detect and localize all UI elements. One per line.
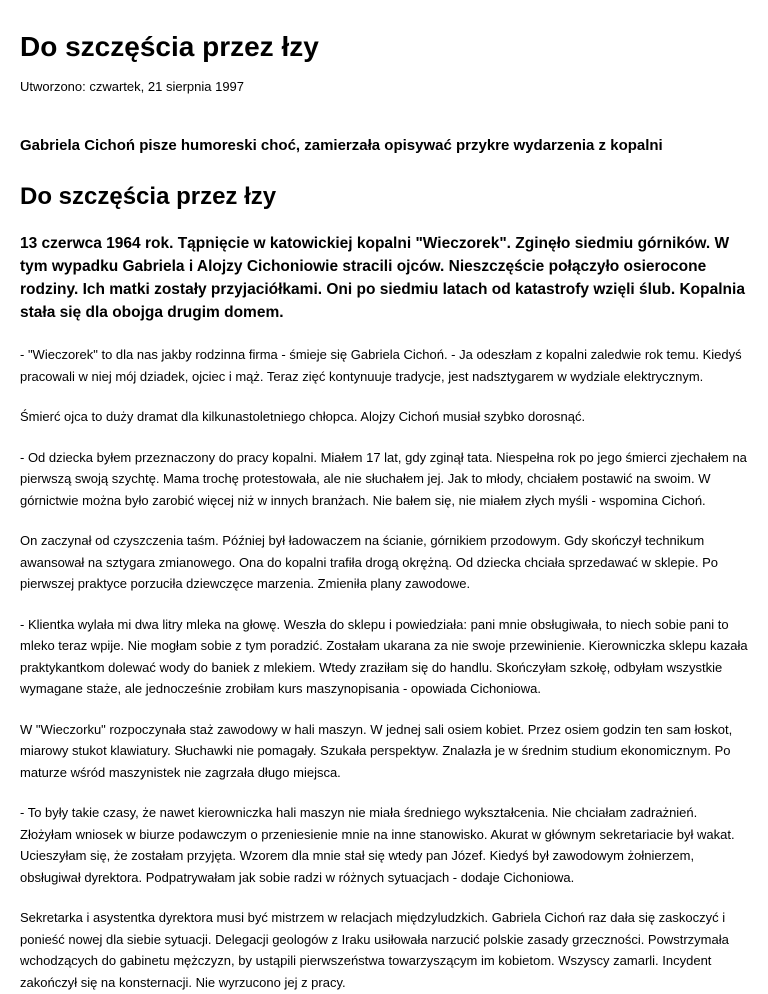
article-body [20, 344, 748, 993]
article-paragraph: - Od dziecka byłem przeznaczony do pracy kopalni. Miałem 17 lat, gdy zginął tata. Niespełna rok po jego śmierci zjechałem na pierwszą swoją szychtę. Mama trochę protestowała, ale nie słuchałem jej. Jak to młody, chciałem postawić na swoim. W górnictwie można było zarobić więcej niż w innych branżach. Nie bałem się, nie miałem złych myśli - wspomina Cichoń. [20, 449, 747, 508]
article-paragraph: Śmierć ojca to duży dramat dla kilkunastoletniego chłopca. Alojzy Cichoń musiał szybko dorosnąć. [20, 409, 586, 424]
article-paragraph: Sekretarka i asystentka dyrektora musi być mistrzem w relacjach międzyludzkich. Gabriela Cichoń raz dała się zaskoczyć i ponieść nowej dla siebie sytuacji. Delegacji geologów z Iraku usiłowała narzucić polskie zasady grzeczności. Powstrzymała wchodzących do gabinetu mężczyzn, by ustąpili pierwszeństwa towarzyszącym im kobietom. Wszyscy zamarli. Incydent zakończył się na konsternacji. Nie wyrzucono jej z pracy. [20, 910, 729, 990]
article-intro: 13 czerwca 1964 rok. Tąpnięcie w katowickiej kopalni "Wieczorek". Zginęło siedmiu górników. W tym wypadku Gabriela i Alojzy Cichoniowie stracili ojców. Nieszczęście połączyło osierocone rodziny. Ich matki zostały przyjaciółkami. Oni po siedmiu latach od katastrofy wzięli ślub. Kopalnia stała się dla obojga drugim domem. [20, 235, 745, 321]
article-paragraph: On zaczynał od czyszczenia taśm. Później był ładowaczem na ścianie, górnikiem przodowym. Gdy skończył technikum awansował na sztygara zmianowego. Ona do kopalni trafiła drogą okrężną. Od dziecka chciała sprzedawać w sklepie. Po pierwszej praktyce porzuciła dziewczęce marzenia. Zmieniła plany zawodowe. [20, 533, 719, 591]
article-title: Do szczęścia przez łzy [20, 183, 277, 210]
page-title: Do szczęścia przez łzy [20, 31, 319, 62]
lead-summary: Gabriela Cichoń pisze humoreski choć, zamierzała opisywać przykre wydarzenia z kopalni [20, 137, 663, 154]
created-date: Utworzono: czwartek, 21 sierpnia 1997 [20, 79, 245, 94]
article-paragraph: - "Wieczorek" to dla nas jakby rodzinna firma - śmieje się Gabriela Cichoń. - Ja odeszłam z kopalni zaledwie rok temu. Kiedyś pracowali w niej mój dziadek, ojciec i mąż. Teraz zięć kontynuuje tradycje, jest nadsztygarem w wydziale elektrycznym. [20, 347, 742, 384]
article-paragraph: - To były takie czasy, że nawet kierowniczka hali maszyn nie miała średniego wykształcenia. Nie chciałam zadrażnień. Złożyłam wniosek w biurze podawczym o przeniesienie mnie na inne stanowisko. Akurat w głównym sekretariacie był wakat. Ucieszyłam się, że zostałam przyjęta. Wzorem dla mnie stał się wtedy pan Józef. Kiedyś był zawodowym żołnierzem, obsługiwał dyrektora. Podpatrywałam jak sobie radzi w różnych sytuacjach - dodaje Cichoniowa. [20, 805, 735, 885]
article-paragraph: - Klientka wylała mi dwa litry mleka na głowę. Weszła do sklepu i powiedziała: pani mnie obsługiwała, to niech sobie pani to mleko teraz wpije. Nie mogłam sobie z tym poradzić. Zostałam ukarana za nie swoje przewinienie. Kierowniczka sklepu kazała praktykantkom dolewać wody do baniek z mlekiem. Wtedy zraziłam się do handlu. Skończyłam szkołę, odbyłam wszystkie wymagane staże, ale jednocześnie zrobiłam kurs maszynopisania - opowiada Cichoniowa. [20, 616, 748, 696]
article-paragraph: W "Wieczorku" rozpoczynała staż zawodowy w hali maszyn. W jednej sali osiem kobiet. Przez osiem godzin ten sam łoskot, miarowy stukot klawiatury. Słuchawki nie pomagały. Szukała perspektyw. Znalazła je w średnim studium ekonomicznym. Po maturze wśród maszynistek nie zagrzała długo miejsca. [20, 721, 733, 780]
